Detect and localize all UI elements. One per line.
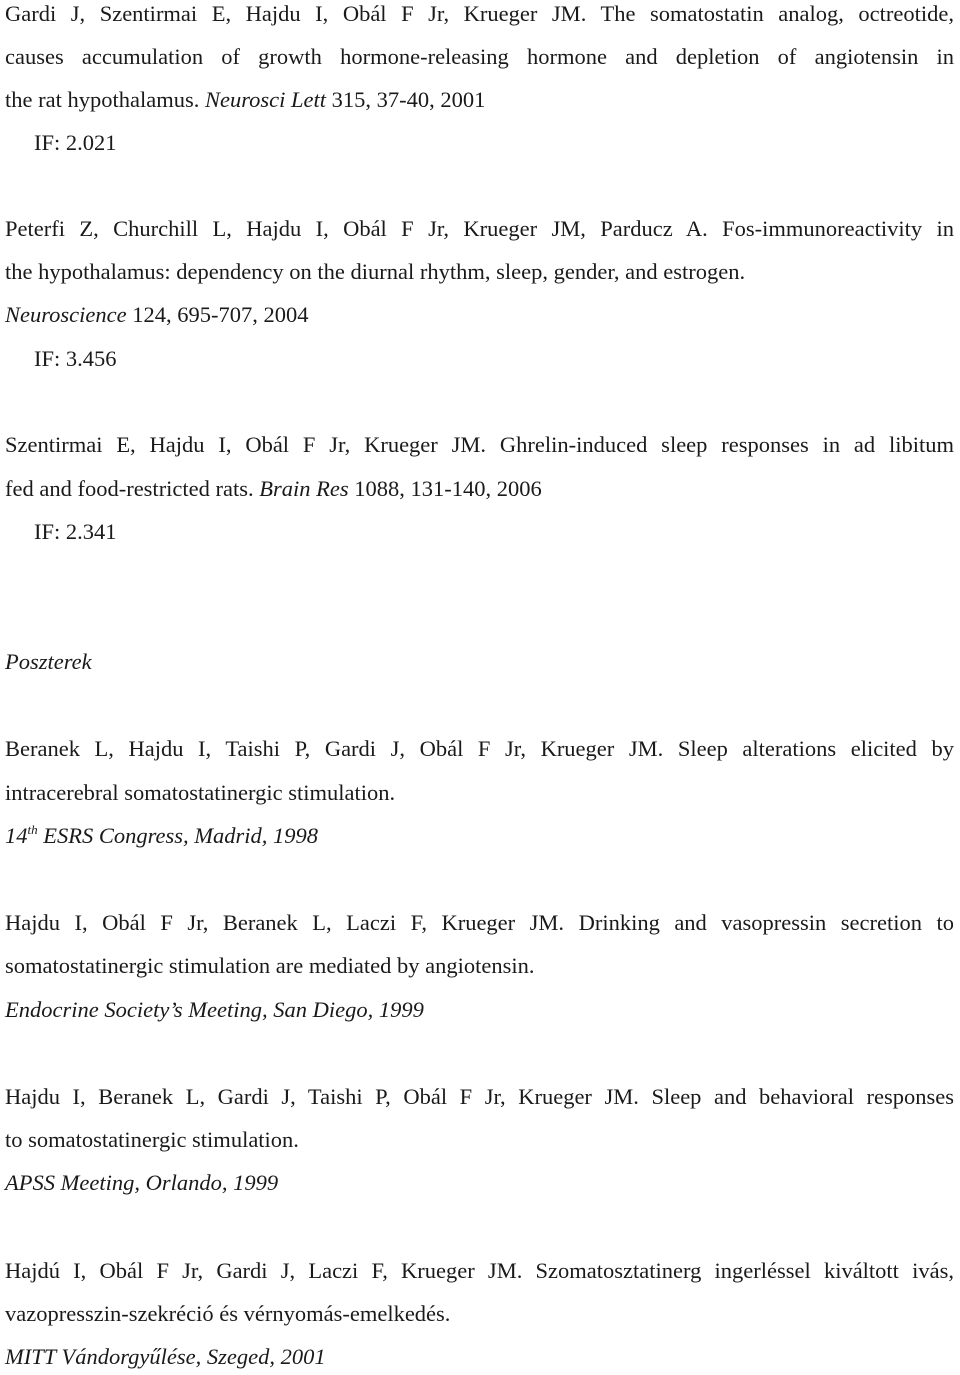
poster-4-venue: MITT Vándorgyűlése, Szeged, 2001 <box>5 1344 326 1369</box>
pub-2-impact-factor: IF: 3.456 <box>34 346 117 371</box>
poster-3-venue: APSS Meeting, Orlando, 1999 <box>5 1170 279 1195</box>
pub-2-journal: Neuroscience <box>5 302 127 327</box>
pub-3-authors: Szentirmai E, Hajdu I, Obál F Jr, Krueger JM. <box>5 432 487 457</box>
pub-2-citation: 124, 695-707, 2004 <box>132 302 309 327</box>
poster-4-title: Szomatosztatinerg ingerléssel kiváltott ivás, <box>535 1258 955 1283</box>
poster-1-line-2: intracerebral somatostatinergic stimulation. <box>5 780 396 805</box>
poster-3-line-2: to somatostatinergic stimulation. <box>5 1127 299 1152</box>
poster-3-authors: Hajdu I, Beranek L, Gardi J, Taishi P, Obál F Jr, Krueger JM. <box>5 1084 639 1109</box>
pub-3-title: Ghrelin-induced sleep responses in ad libitum <box>499 432 955 457</box>
pub-3-impact-factor: IF: 2.341 <box>34 519 117 544</box>
pub-1-authors: Gardi J, Szentirmai E, Hajdu I, Obál F Jr, Krueger JM. <box>5 1 587 26</box>
pub-1-line-3: the rat hypothalamus. Neurosci Lett 315, 37-40, 2001 <box>5 87 486 112</box>
pub-3-line-2: fed and food-restricted rats. Brain Res 1088, 131-140, 2006 <box>5 476 542 501</box>
poster-1-line-1 <box>5 738 954 761</box>
poster-3-title: Sleep and behavioral responses <box>651 1084 955 1109</box>
pub-3-line-1 <box>5 434 954 457</box>
pub-2-authors: Peterfi Z, Churchill L, Hajdu I, Obál F Jr, Krueger JM, Parducz A. <box>5 216 708 241</box>
pub-1-line-1 <box>5 3 954 26</box>
pub-2-line-1 <box>5 218 954 241</box>
pub-2-title: Fos-immunoreactivity in <box>722 216 954 241</box>
posters-heading: Poszterek <box>5 649 92 674</box>
pub-3-journal: Brain Res <box>259 476 349 501</box>
pub-1-impact-factor: IF: 2.021 <box>34 130 117 155</box>
pub-1-citation: 315, 37-40, 2001 <box>331 87 486 112</box>
pub-2-line-3 <box>5 304 954 327</box>
poster-1-title: Sleep alterations elicited by <box>677 736 955 761</box>
poster-2-title: Drinking and vasopressin secretion to <box>578 910 955 935</box>
poster-4-line-2: vazopresszin-szekréció és vérnyomás-emelkedés. <box>5 1301 451 1326</box>
pub-1-journal: Neurosci Lett <box>204 87 326 112</box>
poster-2-venue: Endocrine Society’s Meeting, San Diego, 1999 <box>5 997 424 1022</box>
poster-2-authors: Hajdu I, Obál F Jr, Beranek L, Laczi F, Krueger JM. <box>5 910 565 935</box>
poster-3-line-1 <box>5 1086 954 1109</box>
poster-2-line-1 <box>5 912 954 935</box>
poster-2-line-2: somatostatinergic stimulation are mediated by angiotensin. <box>5 953 535 978</box>
poster-4-authors: Hajdú I, Obál F Jr, Gardi J, Laczi F, Krueger JM. <box>5 1258 523 1283</box>
pub-2-line-2: the hypothalamus: dependency on the diurnal rhythm, sleep, gender, and estrogen. <box>5 259 746 284</box>
poster-4-line-1 <box>5 1260 954 1283</box>
pub-3-citation: 1088, 131-140, 2006 <box>354 476 542 501</box>
poster-1-venue: 14th ESRS Congress, Madrid, 1998 <box>5 822 319 848</box>
pub-1-title: The somatostatin analog, octreotide, <box>600 1 955 26</box>
poster-1-authors: Beranek L, Hajdu I, Taishi P, Gardi J, Obál F Jr, Krueger JM. <box>5 736 664 761</box>
pub-1-line-2: causes accumulation of growth hormone-releasing hormone and depletion of angiotensin in <box>5 44 954 69</box>
